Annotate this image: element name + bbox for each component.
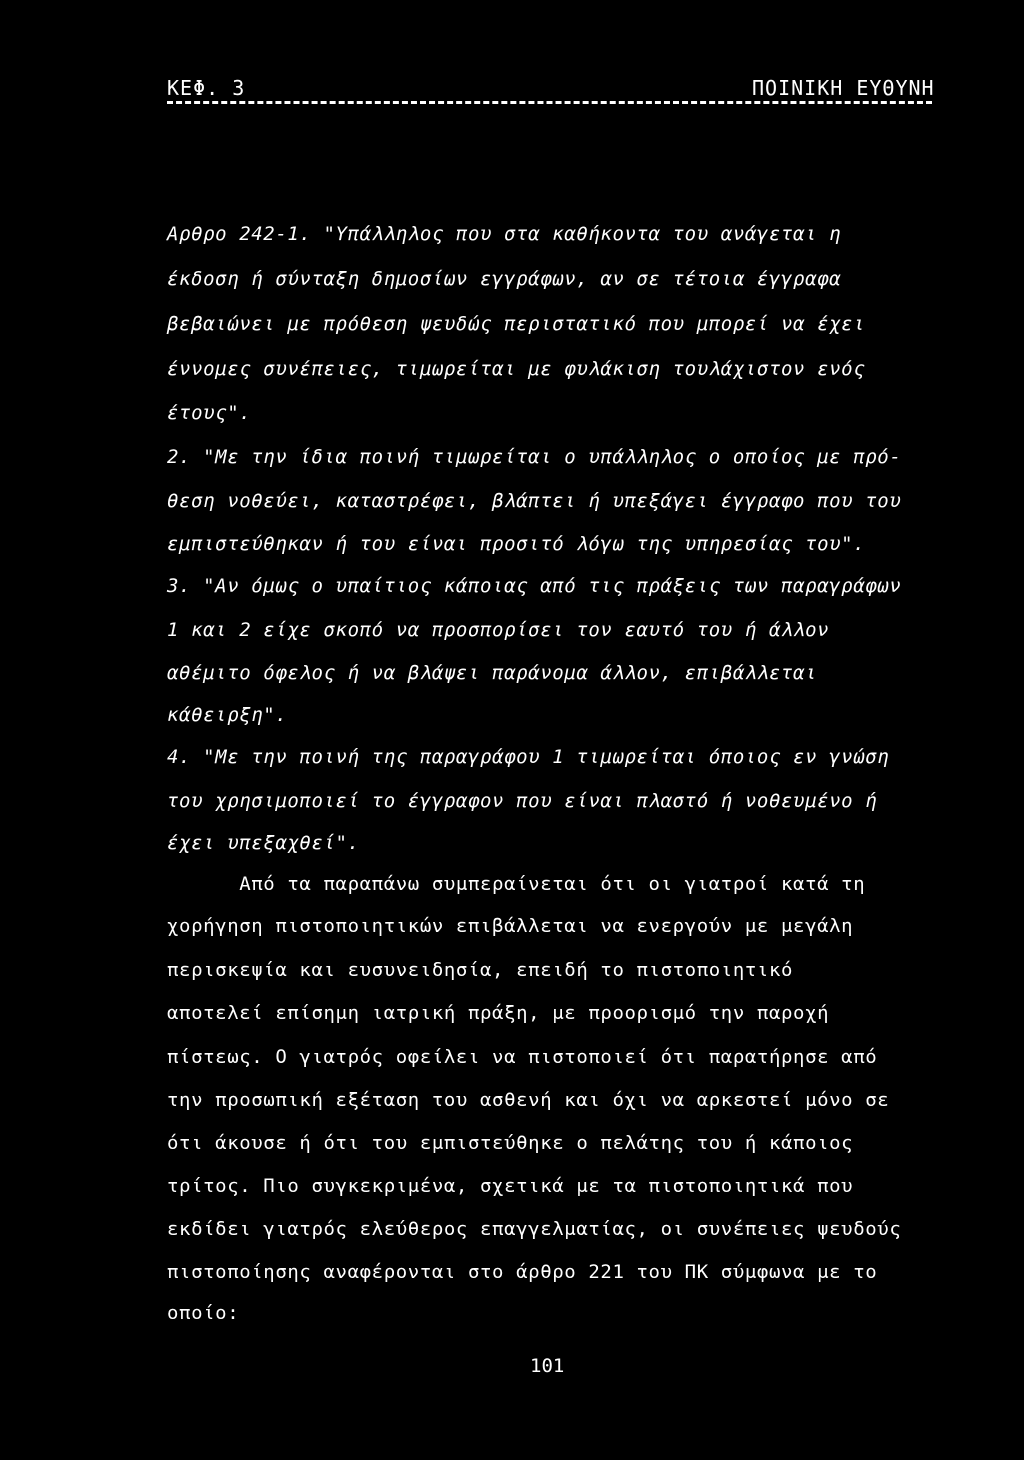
text-line: έννομες συνέπειες, τιμωρείται με φυλάκιση τουλάχιστον ενός bbox=[167, 358, 866, 380]
text-line: εμπιστεύθηκαν ή του είναι προσιτό λόγω της υπηρεσίας του". bbox=[167, 533, 866, 555]
text-line: 1 και 2 είχε σκοπό να προσπορίσει τον εαυτό του ή άλλον bbox=[167, 619, 830, 641]
text-line: Αρθρο 242-1. "Υπάλληλος που στα καθήκοντα του ανάγεται η bbox=[167, 223, 842, 245]
text-line: χορήγηση πιστοποιητικών επιβάλλεται να ενεργούν με μεγάλη bbox=[167, 915, 854, 937]
text-line: αθέμιτο όφελος ή να βλάψει παράνομα άλλον, επιβάλλεται bbox=[167, 662, 818, 684]
text-line: περισκεψία και ευσυνειδησία, επειδή το πιστοποιητικό bbox=[167, 959, 794, 981]
text-line: κάθειρξη". bbox=[167, 704, 288, 726]
text-line: οποίο: bbox=[167, 1302, 240, 1324]
chapter-title: ΠΟΙΝΙΚΗ ΕΥΘΥΝΗ bbox=[752, 76, 935, 100]
text-line: έχει υπεξαχθεί". bbox=[167, 832, 360, 854]
text-line: αποτελεί επίσημη ιατρική πράξη, με προορισμό την παροχή bbox=[167, 1002, 830, 1024]
header-divider bbox=[167, 101, 932, 104]
text-line: ότι άκουσε ή ότι του εμπιστεύθηκε ο πελάτης του ή κάποιος bbox=[167, 1132, 854, 1154]
text-line: βεβαιώνει με πρόθεση ψευδώς περιστατικό που μπορεί να έχει bbox=[167, 313, 866, 335]
text-line: πίστεως. Ο γιατρός οφείλει να πιστοποιεί ότι παρατήρησε από bbox=[167, 1046, 878, 1068]
text-line: του χρησιμοποιεί το έγγραφον που είναι πλαστό ή νοθευμένο ή bbox=[167, 790, 878, 812]
text-line: έτους". bbox=[167, 402, 252, 424]
text-line: 2. "Με την ίδια ποινή τιμωρείται ο υπάλληλος ο οποίος με πρό- bbox=[167, 446, 902, 468]
text-line: Από τα παραπάνω συμπεραίνεται ότι οι γιατροί κατά τη bbox=[167, 873, 866, 895]
text-line: την προσωπική εξέταση του ασθενή και όχι να αρκεστεί μόνο σε bbox=[167, 1089, 890, 1111]
text-line: πιστοποίησης αναφέρονται στο άρθρο 221 του ΠΚ σύμφωνα με το bbox=[167, 1261, 878, 1283]
page-number: 101 bbox=[530, 1355, 565, 1377]
text-line: τρίτος. Πιο συγκεκριμένα, σχετικά με τα πιστοποιητικά που bbox=[167, 1175, 854, 1197]
text-line: έκδοση ή σύνταξη δημοσίων εγγράφων, αν σε τέτοια έγγραφα bbox=[167, 268, 842, 290]
chapter-label: ΚΕΦ. 3 bbox=[167, 76, 246, 100]
text-line: 3. "Αν όμως ο υπαίτιος κάποιας από τις πράξεις των παραγράφων bbox=[167, 575, 902, 597]
text-line: εκδίδει γιατρός ελεύθερος επαγγελματίας, οι συνέπειες ψευδούς bbox=[167, 1218, 902, 1240]
text-line: θεση νοθεύει, καταστρέφει, βλάπτει ή υπεξάγει έγγραφο που του bbox=[167, 490, 902, 512]
text-line: 4. "Με την ποινή της παραγράφου 1 τιμωρείται όποιος εν γνώση bbox=[167, 746, 890, 768]
